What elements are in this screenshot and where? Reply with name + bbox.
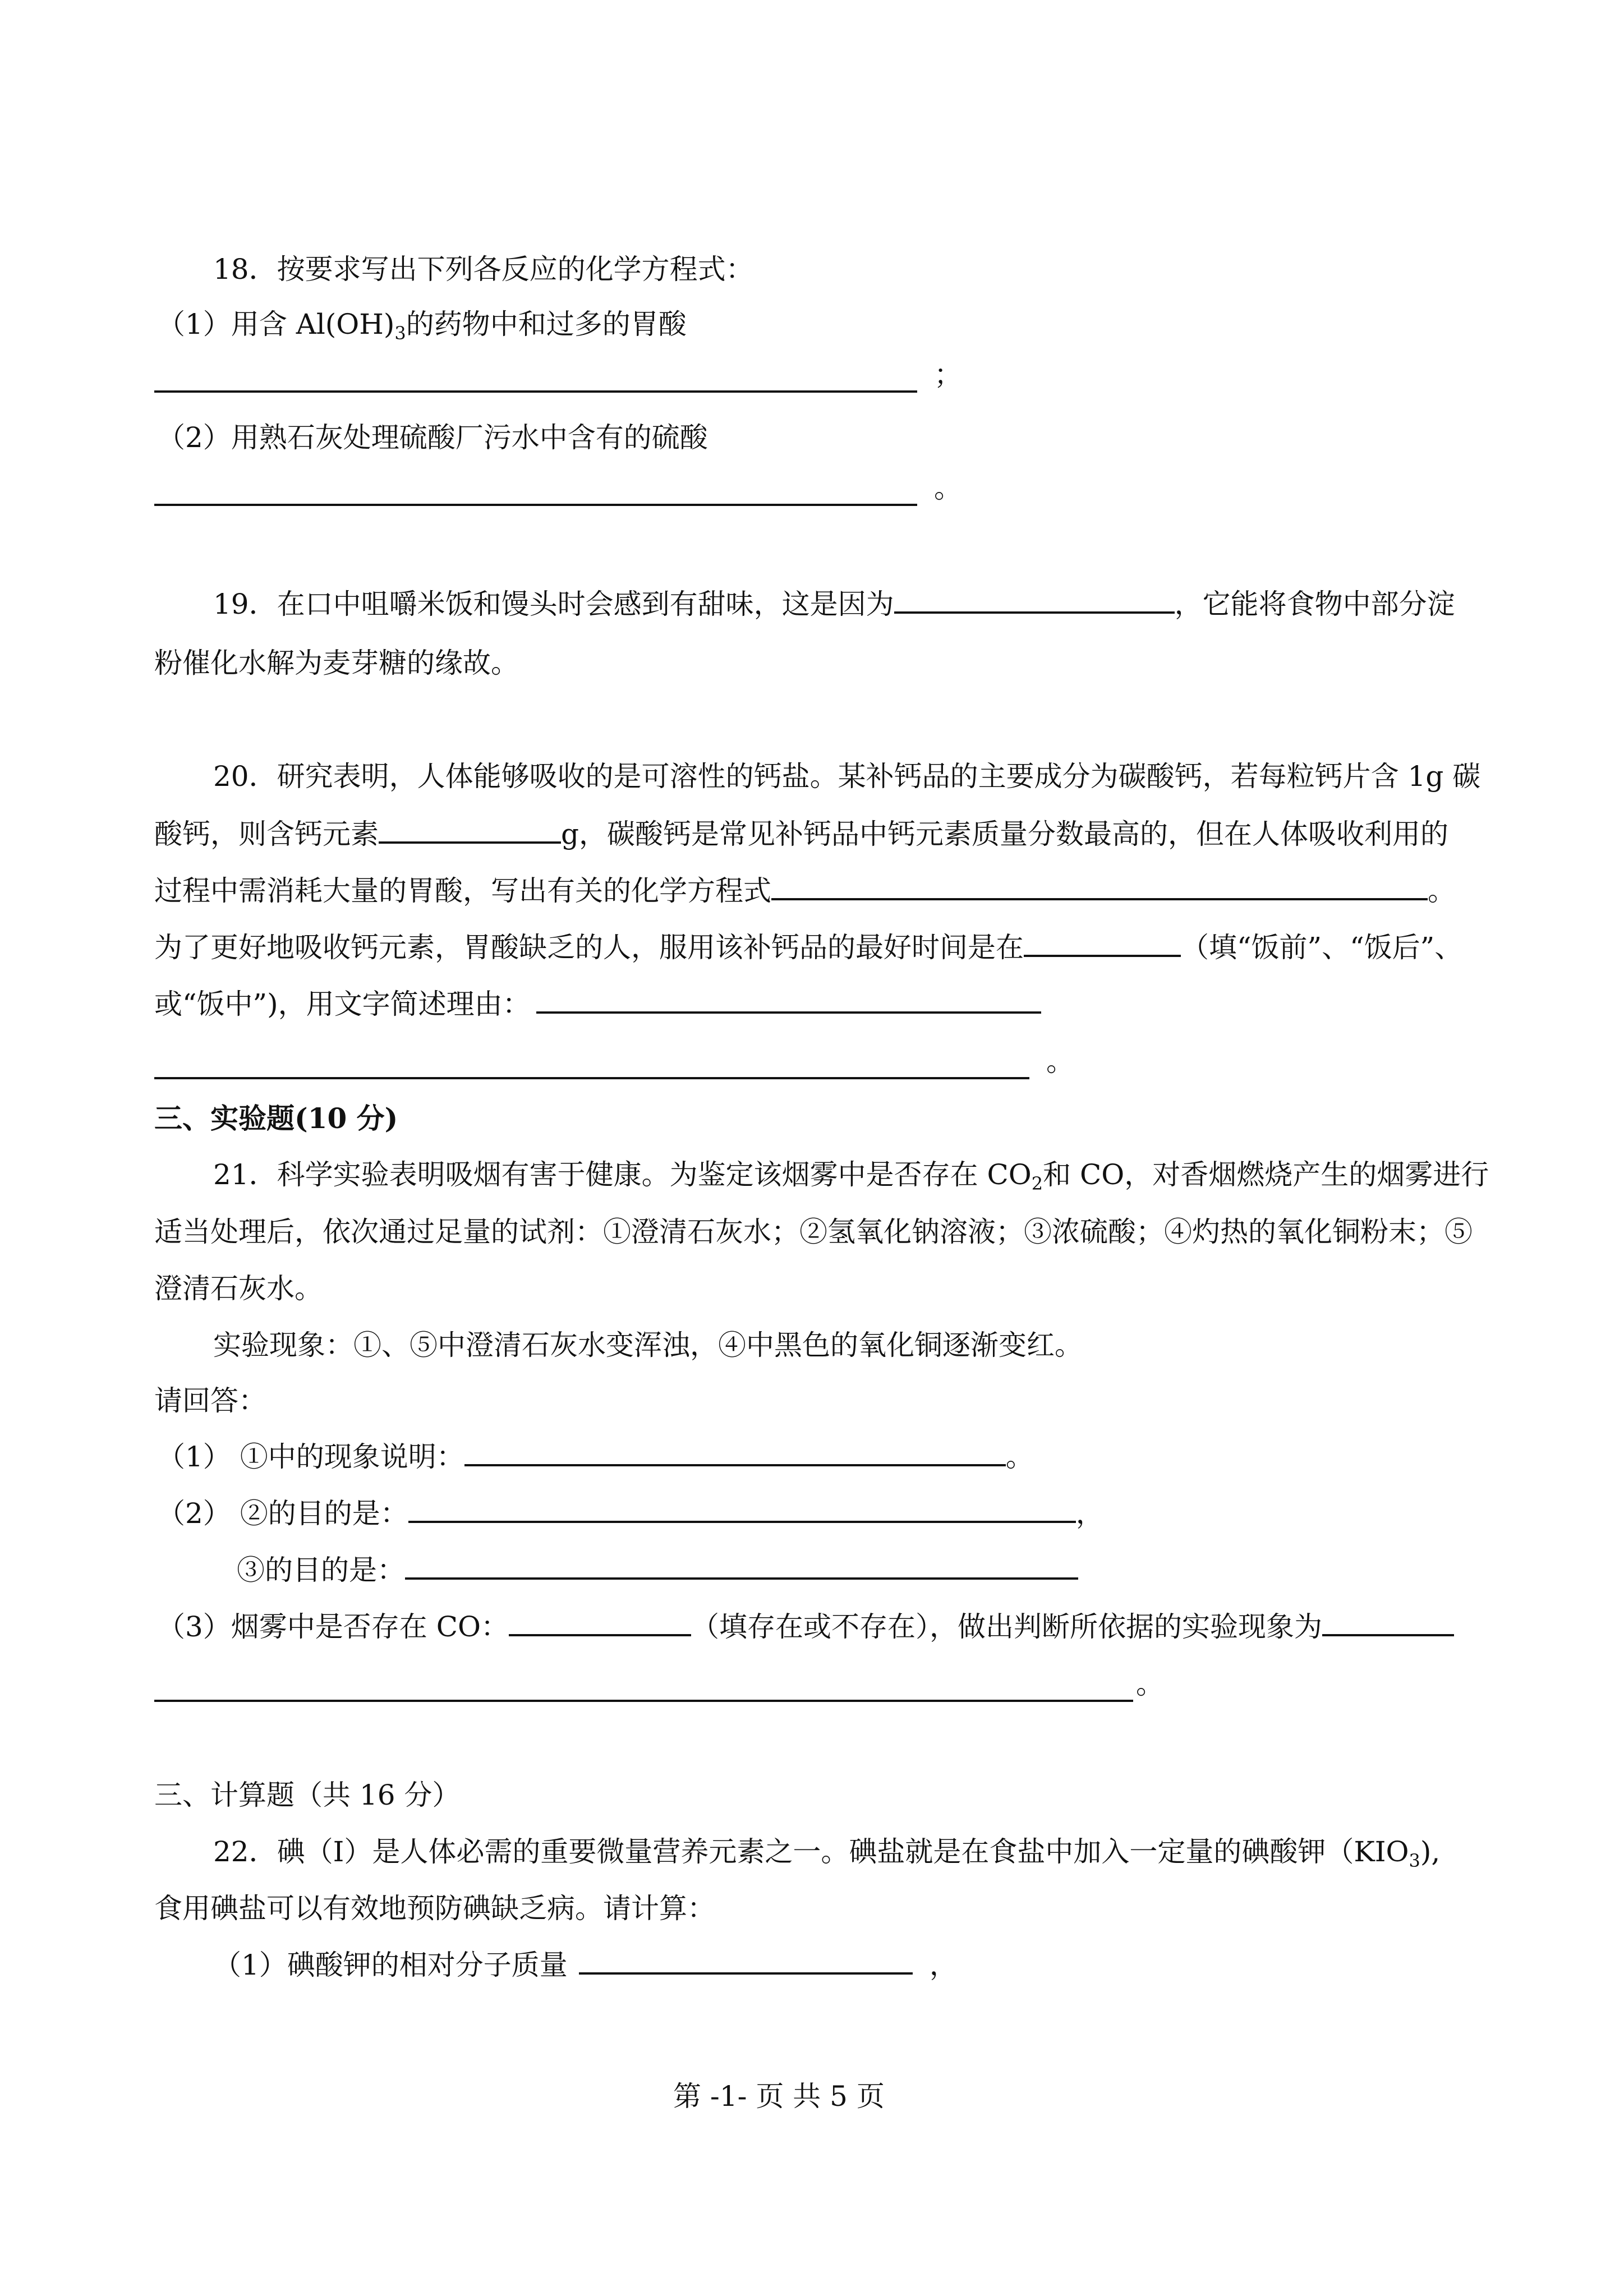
q20-blank-equation[interactable] (771, 873, 1428, 900)
q20-blank-reason[interactable] (536, 987, 1041, 1014)
q21-prompt: 请回答： (154, 1384, 266, 1417)
q20-blank-time[interactable] (1024, 930, 1181, 957)
q20-line-1: 20．研究表明，人体能够吸收的是可溶性的钙盐。某补钙品的主要成分为碳酸钙，若每粒钙片含 1g 碳 (213, 760, 1481, 793)
q18-part2: （2）用熟石灰处理硫酸厂污水中含有的硫酸 (157, 421, 708, 454)
q20-line-5: 或“饭中”)，用文字简述理由： (154, 986, 1041, 1022)
q21-line-2: 适当处理后，依次通过足量的试剂：①澄清石灰水；②氢氧化钠溶液；③浓硫酸；④灼热的氧化铜粉末；⑤ (154, 1216, 1473, 1248)
q21-answer-2: （2） ②的目的是： ， (157, 1497, 1104, 1530)
q20-blank-mass[interactable] (379, 817, 561, 844)
q21-blank-3[interactable] (405, 1553, 1078, 1580)
q22-blank-molar-mass[interactable] (579, 1948, 913, 1975)
q18-answer-line-1[interactable]: ； (154, 357, 962, 393)
q21-line-3: 澄清石灰水。 (154, 1272, 323, 1305)
q18-stem: 18．按要求写出下列各反应的化学方程式： (213, 253, 754, 286)
q20-line-4: 为了更好地吸收钙元素，胃酸缺乏的人，服用该补钙品的最好时间是在 （填“饭前”、“饭后”、 (154, 931, 1463, 964)
q21-answer-3: ③的目的是： (237, 1552, 1078, 1588)
q21-phenomenon: 实验现象：①、⑤中澄清石灰水变浑浊，④中黑色的氧化铜逐渐变红。 (213, 1329, 1083, 1361)
q19-blank[interactable] (894, 587, 1175, 614)
q20-line-3: 过程中需消耗大量的胃酸，写出有关的化学方程式 。 (154, 875, 1456, 907)
q20-line-2: 酸钙，则含钙元素 g，碳酸钙是常见补钙品中钙元素质量分数最高的，但在人体吸收利用的 (154, 818, 1449, 850)
section-experiment-heading: 三、实验题(10 分) (154, 1102, 398, 1135)
q21-answer-4: （3）烟雾中是否存在 CO： （填存在或不存在），做出判断所依据的实验现象为 (157, 1609, 1454, 1645)
q21-blank-co[interactable] (509, 1609, 691, 1636)
q21-blank-2[interactable] (408, 1496, 1076, 1523)
page-footer: 第 -1- 页 共 5 页 (673, 2080, 885, 2113)
q22-line-1: 22．碘（I）是人体必需的重要微量营养元素之一。碘盐就是在食盐中加入一定量的碘酸钾$(KIO_3)$, (213, 1835, 1441, 1871)
q20-answer-line-reason[interactable]: 。 (154, 1043, 1074, 1079)
section-calculation-heading: 三、计算题（共 16 分） (154, 1779, 461, 1811)
q18-answer-line-2[interactable]: 。 (154, 470, 962, 506)
q22-answer-1: （1）碘酸钾的相对分子质量 ， (213, 1949, 958, 1981)
q21-line-1: 21．科学实验表明吸烟有害于健康。为鉴定该烟雾中是否存在 $CO_2$和 CO，对香烟燃烧产生的烟雾进行 (213, 1158, 1489, 1194)
q21-answer-1: （1） ①中的现象说明： 。 (157, 1441, 1034, 1473)
q21-blank-evidence[interactable] (1322, 1609, 1454, 1636)
q19-line-2: 粉催化水解为麦芽糖的缘故。 (154, 647, 519, 679)
q21-blank-1[interactable] (464, 1439, 1006, 1466)
q18-part1: （1）用含 $Al(OH)_3$的药物中和过多的胃酸 (157, 308, 687, 344)
q19-line-1: 19．在口中咀嚼米饭和馒头时会感到有甜味，这是因为 ，它能将食物中部分淀 (213, 588, 1455, 620)
q22-line-2: 食用碘盐可以有效地预防碘缺乏病。请计算： (154, 1892, 715, 1925)
q21-answer-line-evidence[interactable]: 。 (154, 1666, 1164, 1702)
